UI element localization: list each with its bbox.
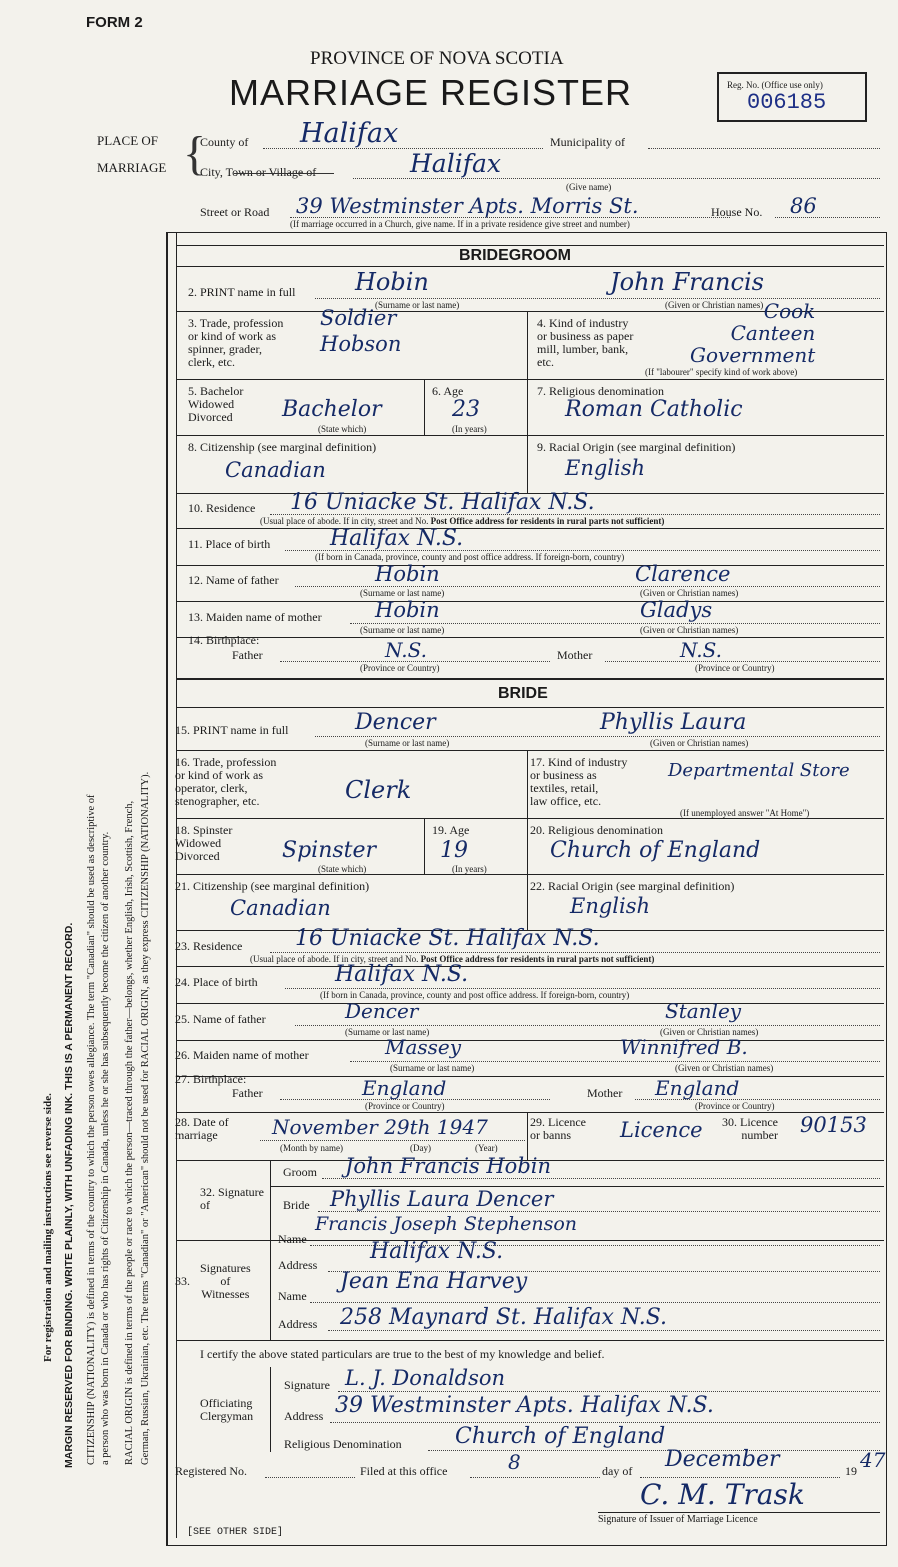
officiating-label: Officiating Clergyman [200, 1396, 254, 1423]
f20-label: 20. Religious denomination [530, 823, 663, 837]
f21-label: 21. Citizenship (see marginal definition) [175, 879, 370, 893]
f33-label: 33. [175, 1274, 190, 1288]
reg-number-value: 006185 [747, 90, 827, 115]
f32-label: 32. Signature of [200, 1185, 264, 1212]
form-number: FORM 2 [86, 14, 143, 31]
bride-birthplace: Halifax N.S. [335, 962, 469, 987]
clergyman-address: 39 Westminster Apts. Halifax N.S. [335, 1393, 714, 1418]
w1-address-word: Address [278, 1258, 318, 1272]
filed-year: 47 [860, 1448, 886, 1472]
f15-label: 15. PRINT name in full [175, 723, 289, 737]
margin-line-5: RACIAL ORIGIN is defined in terms of the people or race to which the person—traced through the father—belongs, whether English, Irish, Scottish, French, [124, 800, 135, 1465]
county-label: County of [200, 135, 249, 149]
groom-mother-surname: Hobin [375, 598, 440, 622]
state-which-caption: (State which) [318, 424, 367, 434]
labourer-caption: (If "labourer" specify kind of work above) [645, 367, 798, 377]
f9-label: 9. Racial Origin (see marginal definition) [537, 440, 736, 454]
bride-mother-surname-caption: (Surname or last name) [390, 1063, 475, 1073]
groom-father-surname: Hobin [375, 562, 440, 586]
margin-line-2: MARGIN RESERVED FOR BINDING. WRITE PLAINLY, WITH UNFADING INK. THIS IS A PERMANENT RECORD. [63, 922, 75, 1468]
bride-father-surname-caption: (Surname or last name) [345, 1027, 430, 1037]
f17-label: 17. Kind of industry or business as textiles, retail, law office, etc. [530, 755, 628, 808]
year-caption: (Year) [475, 1143, 498, 1153]
bride-state-which-caption: (State which) [318, 864, 367, 874]
f5-label: 5. Bachelor Widowed Divorced [188, 384, 244, 424]
witness1-address: Halifax N.S. [370, 1239, 504, 1264]
marriage-date: November 29th 1947 [272, 1115, 488, 1139]
bride-father-given: Stanley [665, 999, 742, 1023]
groom-status: Bachelor [282, 397, 382, 422]
clergyman-denomination: Church of England [455, 1424, 666, 1449]
groom-surname: Hobin [355, 268, 429, 296]
bride-mother-given: Winnifred B. [620, 1035, 748, 1059]
groom-father-given: Clarence [635, 562, 731, 586]
mother-prov-caption: (Province or Country) [695, 663, 775, 673]
bride-mother-prov-caption: (Province or Country) [695, 1101, 775, 1111]
margin-line-1: For registration and mailing instructions see reverse side. [42, 1093, 54, 1362]
groom-age: 23 [452, 397, 480, 422]
f27-mother-word: Mother [587, 1086, 623, 1100]
bride-father-given-caption: (Given or Christian names) [660, 1027, 759, 1037]
f25-label: 25. Name of father [175, 1012, 266, 1026]
f24-label: 24. Place of birth [175, 975, 258, 989]
f11-label: 11. Place of birth [188, 537, 271, 551]
bride-citizenship: Canadian [230, 896, 331, 920]
day-caption: (Day) [410, 1143, 431, 1153]
place-label-2: MARRIAGE [97, 160, 167, 175]
f12-label: 12. Name of father [188, 573, 279, 587]
filed-day: 8 [508, 1450, 521, 1474]
filed-label: Filed at this office [360, 1464, 448, 1478]
clergy-address-word: Address [284, 1409, 324, 1423]
groom-industry: Cook Canteen Government [690, 299, 816, 367]
f13-label: 13. Maiden name of mother [188, 610, 322, 624]
registered-label: Registered No. [175, 1464, 247, 1478]
bride-heading: BRIDE [498, 685, 548, 702]
surname-caption: (Surname or last name) [375, 300, 460, 310]
witness2-name: Jean Ena Harvey [340, 1269, 528, 1294]
bride-mother-birthplace: England [655, 1076, 740, 1100]
street-note: (If marriage occurred in a Church, give name. If in a private residence give street and number) [290, 219, 630, 229]
birth-caption: (If born in Canada, province, county and post office address. If foreign-born, country) [315, 552, 625, 562]
issuer-signature: C. M. Trask [640, 1478, 805, 1511]
margin-line-4: a person who was born in Canada or who has rights of Citizenship in Canada, unless he or she has subsequently become the citizen of another country. [100, 831, 111, 1465]
bride-father-prov-caption: (Province or Country) [365, 1101, 445, 1111]
groom-mother-given: Gladys [640, 598, 713, 622]
city-value: Halifax [410, 149, 501, 178]
bride-given-caption: (Given or Christian names) [650, 738, 749, 748]
bride-mother-surname: Massey [385, 1035, 462, 1059]
f14-father-word: Father [232, 648, 263, 662]
groom-signature: John Francis Hobin [345, 1154, 552, 1178]
house-label: House No. [711, 205, 763, 219]
street-value: 39 Westminster Apts. Morris St. [296, 194, 639, 218]
certify-statement: I certify the above stated particulars are true to the best of my knowledge and belief. [200, 1347, 605, 1361]
bride-signature: Phyllis Laura Dencer [330, 1187, 554, 1211]
bride-father-birthplace: England [362, 1076, 447, 1100]
groom-word: Groom [283, 1165, 317, 1179]
bride-racial: English [570, 894, 651, 918]
groom-given: John Francis [610, 268, 764, 296]
f6-label: 6. Age [432, 384, 464, 398]
rel-denom-word: Religious Denomination [284, 1437, 402, 1451]
groom-birthplace: Halifax N.S. [330, 526, 464, 551]
f7-label: 7. Religious denomination [537, 384, 664, 398]
witnesses-label: Signatures of Witnesses [200, 1261, 251, 1301]
street-label: Street or Road [200, 205, 270, 219]
bride-in-years-caption: (In years) [452, 864, 487, 874]
bride-birth-caption: (If born in Canada, province, county and post office address. If foreign-born, country) [320, 990, 630, 1000]
father-prov-caption: (Province or Country) [360, 663, 440, 673]
mother-surname-caption: (Surname or last name) [360, 625, 445, 635]
bride-status: Spinster [282, 838, 377, 863]
bride-residence-caption: (Usual place of abode. If in city, street and No. Post Office address for residents in rural parts not sufficient) [250, 954, 655, 964]
see-other-side: [SEE OTHER SIDE] [187, 1527, 284, 1538]
municipality-label: Municipality of [550, 135, 625, 149]
w2-address-word: Address [278, 1317, 318, 1331]
bridegroom-heading: BRIDEGROOM [459, 247, 571, 264]
f10-label: 10. Residence [188, 501, 256, 515]
f23-label: 23. Residence [175, 939, 243, 953]
w1-name-word: Name [278, 1232, 307, 1246]
reg-number-label: Reg. No. (Office use only) [727, 80, 823, 90]
f19-label: 19. Age [432, 823, 470, 837]
bride-father-surname: Dencer [345, 999, 419, 1023]
margin-line-6: German, Russian, Ukrainian, etc. The terms "Canadian" or "American" should not be used for RACIAL ORIGIN, as they express CITIZENSHIP (NATIONALITY). [140, 771, 151, 1465]
bride-religion: Church of England [550, 838, 761, 863]
witness2-address: 258 Maynard St. Halifax N.S. [340, 1305, 667, 1330]
f14-label: 14. Birthplace: [188, 633, 260, 647]
groom-citizenship: Canadian [225, 458, 326, 482]
groom-mother-birthplace: N.S. [680, 638, 722, 662]
groom-father-birthplace: N.S. [385, 638, 427, 662]
f8-label: 8. Citizenship (see marginal definition) [188, 440, 377, 454]
county-value: Halifax [300, 118, 399, 149]
clergyman-signature: L. J. Donaldson [345, 1366, 506, 1390]
bride-word: Bride [283, 1198, 310, 1212]
f18-label: 18. Spinster Widowed Divorced [175, 823, 233, 863]
margin-line-3: CITIZENSHIP (NATIONALITY) is defined in terms of the country to which the person owes allegiance. The term "Canadian" should be used as descriptive of [86, 794, 97, 1465]
groom-religion: Roman Catholic [565, 397, 743, 422]
bride-trade: Clerk [345, 776, 412, 804]
f30-label: 30. Licence number [722, 1115, 778, 1142]
witness1-name: Francis Joseph Stephenson [315, 1213, 578, 1235]
f16-label: 16. Trade, profession or kind of work as operator, clerk, stenographer, etc. [175, 755, 277, 808]
bride-surname-caption: (Surname or last name) [365, 738, 450, 748]
issuer-caption: Signature of Issuer of Marriage Licence [598, 1514, 758, 1525]
day-of-word: day of [602, 1464, 633, 1478]
year-prefix: 19 [845, 1464, 857, 1478]
give-name-caption: (Give name) [566, 182, 612, 192]
f4-label: 4. Kind of industry or business as paper mill, lumber, bank, etc. [537, 316, 634, 369]
f28-label: 28. Date of marriage [175, 1115, 229, 1142]
unemployed-caption: (If unemployed answer "At Home") [680, 808, 810, 818]
bride-industry: Departmental Store [668, 760, 850, 781]
f29-label: 29. Licence or banns [530, 1115, 586, 1142]
bride-surname: Dencer [355, 710, 436, 735]
bride-age: 19 [440, 838, 468, 863]
f27-father-word: Father [232, 1086, 263, 1100]
reg-number-box [717, 72, 867, 122]
f3-label: 3. Trade, profession or kind of work as spinner, grader, clerk, etc. [188, 316, 284, 369]
given-caption: (Given or Christian names) [665, 300, 764, 310]
residence-caption: (Usual place of abode. If in city, street and No. Post Office address for residents in rural parts not sufficient) [260, 516, 665, 526]
month-caption: (Month by name) [280, 1143, 343, 1153]
province-heading: PROVINCE OF NOVA SCOTIA [310, 48, 564, 69]
groom-residence: 16 Uniacke St. Halifax N.S. [290, 490, 595, 515]
licence-or-banns: Licence [620, 1118, 703, 1142]
page-title: MARRIAGE REGISTER [229, 72, 633, 113]
groom-trade: Soldier Hobson [320, 306, 402, 356]
bride-given: Phyllis Laura [600, 710, 747, 735]
f14-mother-word: Mother [557, 648, 593, 662]
father-surname-caption: (Surname or last name) [360, 588, 445, 598]
bride-mother-given-caption: (Given or Christian names) [675, 1063, 774, 1073]
in-years-caption: (In years) [452, 424, 487, 434]
f27-label: 27. Birthplace: [175, 1072, 247, 1086]
house-value: 86 [790, 194, 817, 218]
licence-number: 90153 [800, 1113, 867, 1137]
place-brace: { [183, 127, 207, 180]
f2-label: 2. PRINT name in full [188, 285, 296, 299]
bride-residence: 16 Uniacke St. Halifax N.S. [295, 926, 600, 951]
city-label: City, Town or Village of [200, 165, 317, 179]
mother-given-caption: (Given or Christian names) [640, 625, 739, 635]
father-given-caption: (Given or Christian names) [640, 588, 739, 598]
f22-label: 22. Racial Origin (see marginal definition) [530, 879, 735, 893]
filed-month: December [665, 1447, 780, 1472]
place-label-1: PLACE OF [97, 133, 159, 148]
groom-racial: English [565, 456, 646, 480]
f26-label: 26. Maiden name of mother [175, 1048, 309, 1062]
signature-word: Signature [284, 1378, 330, 1392]
w2-name-word: Name [278, 1289, 307, 1303]
